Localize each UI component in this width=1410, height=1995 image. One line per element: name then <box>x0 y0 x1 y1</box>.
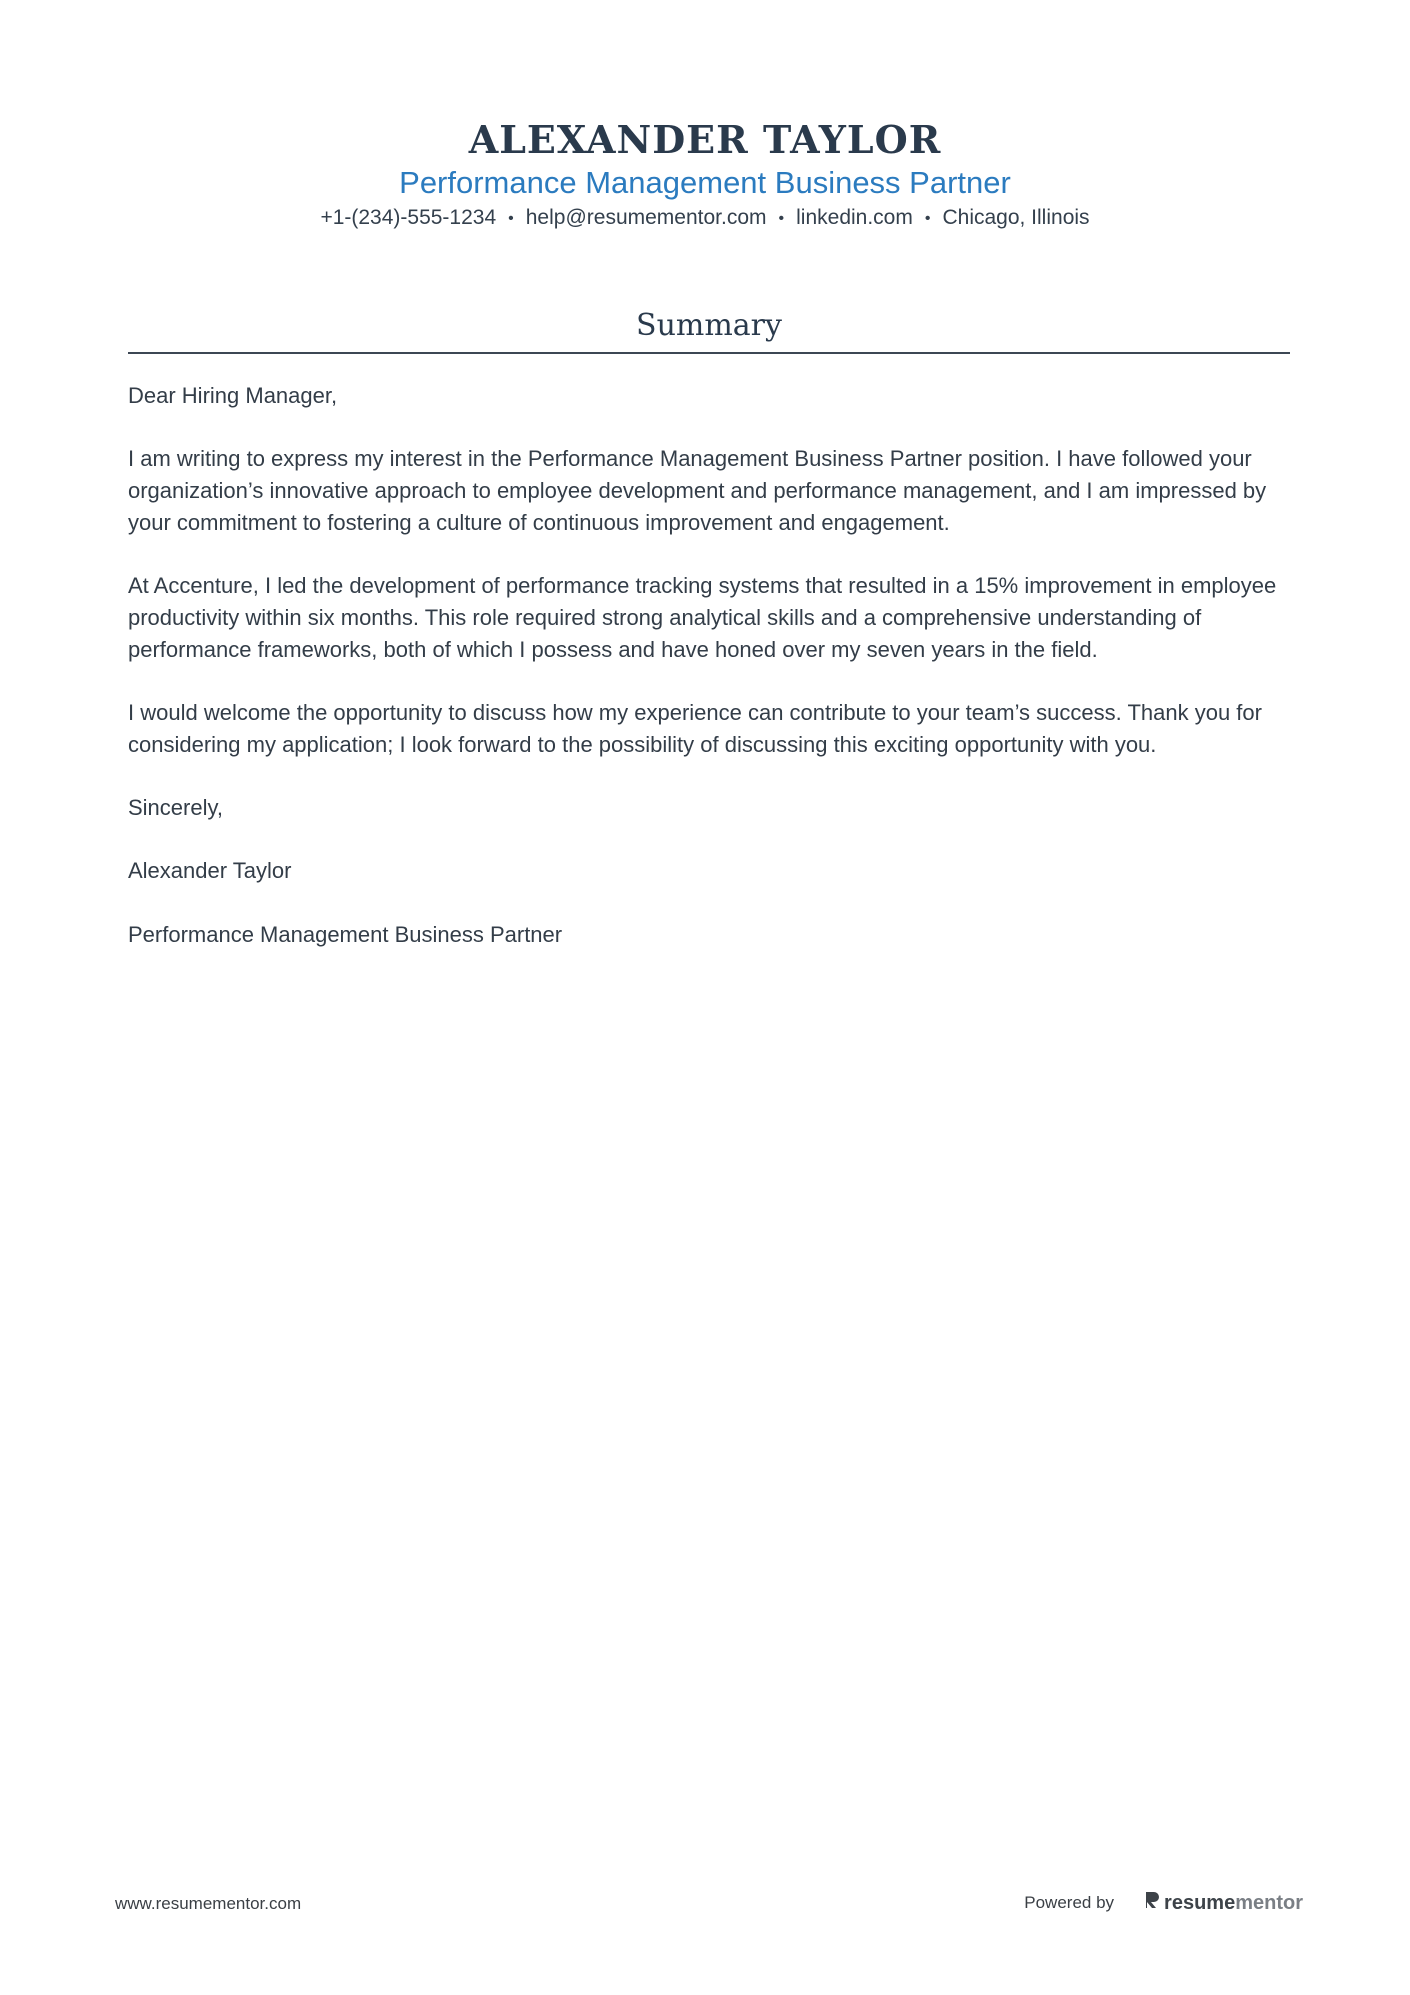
footer-website: www.resumementor.com <box>115 1894 302 1913</box>
footer-branding <box>1024 1890 1303 1916</box>
candidate-job-title: Performance Management Business Partner <box>399 165 1011 200</box>
letter-paragraph: At Accenture, I led the development of performance tracking systems that resulted in a 15% improvement in employee productivity within six months. This role required strong analytical skills and a comprehensive understanding of performance frameworks, both of which I possess and have honed over my seven years in the field. <box>128 573 1277 662</box>
section-divider <box>128 352 1290 354</box>
brand-name-resume: resume <box>1164 1891 1236 1914</box>
brand-name-mentor: mentor <box>1235 1891 1303 1914</box>
signature-name: Alexander Taylor <box>128 858 292 884</box>
powered-by-label: Powered by <box>1024 1893 1115 1912</box>
letter-greeting: Dear Hiring Manager, <box>128 383 338 408</box>
location: Chicago, Illinois <box>942 206 1090 229</box>
letter-closing: Sincerely, <box>128 795 223 821</box>
section-heading-summary: Summary <box>636 308 782 343</box>
signature-title: Performance Management Business Partner <box>128 921 563 947</box>
separator-dot: • <box>778 210 785 227</box>
contact-line <box>0 204 1410 233</box>
letter-paragraph: I am writing to express my interest in the Performance Management Business Partner position. I have followed your organization’s innovative approach to employee development and performance management, and I am impressed by your commitment to fostering a culture of continuous improvement and engagement. <box>128 446 1267 535</box>
phone-number: +1-(234)-555-1234 <box>320 206 497 229</box>
resumementor-logo-icon <box>1144 1890 1160 1916</box>
letter-header <box>0 118 1410 233</box>
candidate-name: ALEXANDER TAYLOR <box>468 117 942 162</box>
brand-logo <box>1144 1890 1303 1916</box>
letter-paragraph: I would welcome the opportunity to discuss how my experience can contribute to your team’s success. Thank you for considering my application; I look forward to the possibility of discussing this exciting opportunity with you. <box>128 699 1262 757</box>
letter-body <box>128 380 1293 982</box>
email-address: help@resumementor.com <box>525 206 767 229</box>
linkedin-link: linkedin.com <box>796 206 913 229</box>
separator-dot: • <box>924 210 931 227</box>
separator-dot: • <box>508 210 514 227</box>
